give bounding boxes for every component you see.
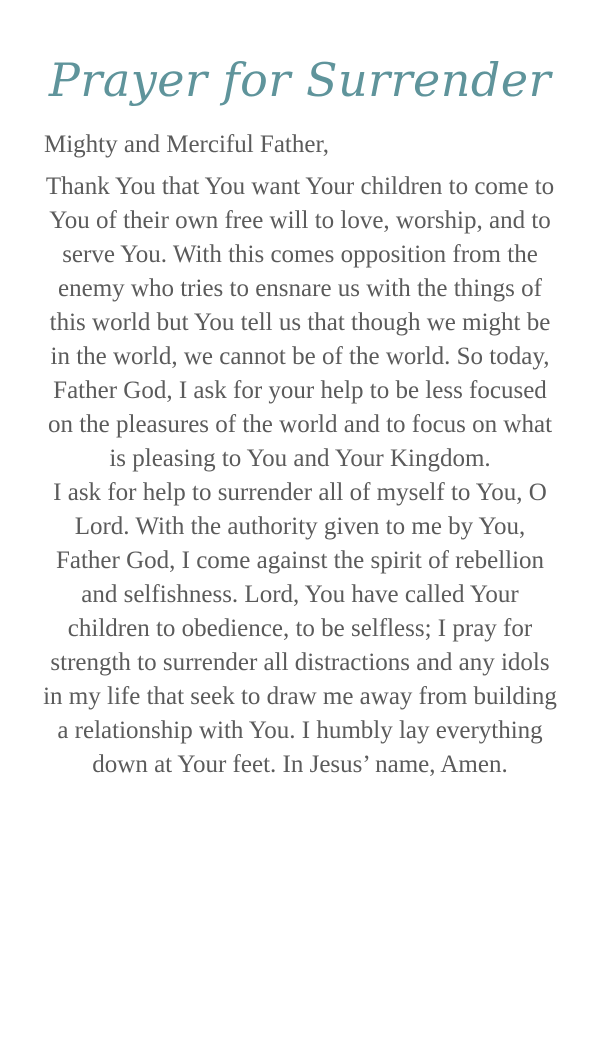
prayer-body [42,170,558,782]
prayer-paragraph-2: I ask for help to surrender all of myself to You, O Lord. With the authority given to me by You, Father God, I come against the spirit of rebellion and selfishness. Lord, You have called Your children to obedience, to be selfless; I pray for strength to surrender all distractions and any idols in my life that seek to draw me away from building a relationship with You. I humbly lay everything down at Your feet. In Jesus’ name, Amen. [43,479,557,778]
prayer-paragraph-1: Thank You that You want Your children to come to You of their own free will to love, worship, and to serve You. With this comes opposition from the enemy who tries to ensnare us with the things of this world but You tell us that though we might be in the world, we cannot be of the world. So today, Father God, I ask for your help to be less focused on the pleasures of the world and to focus on what is pleasing to You and Your Kingdom. [45,173,555,472]
salutation: Mighty and Merciful Father, [44,131,330,158]
page-title: Prayer for Surrender [48,53,552,107]
